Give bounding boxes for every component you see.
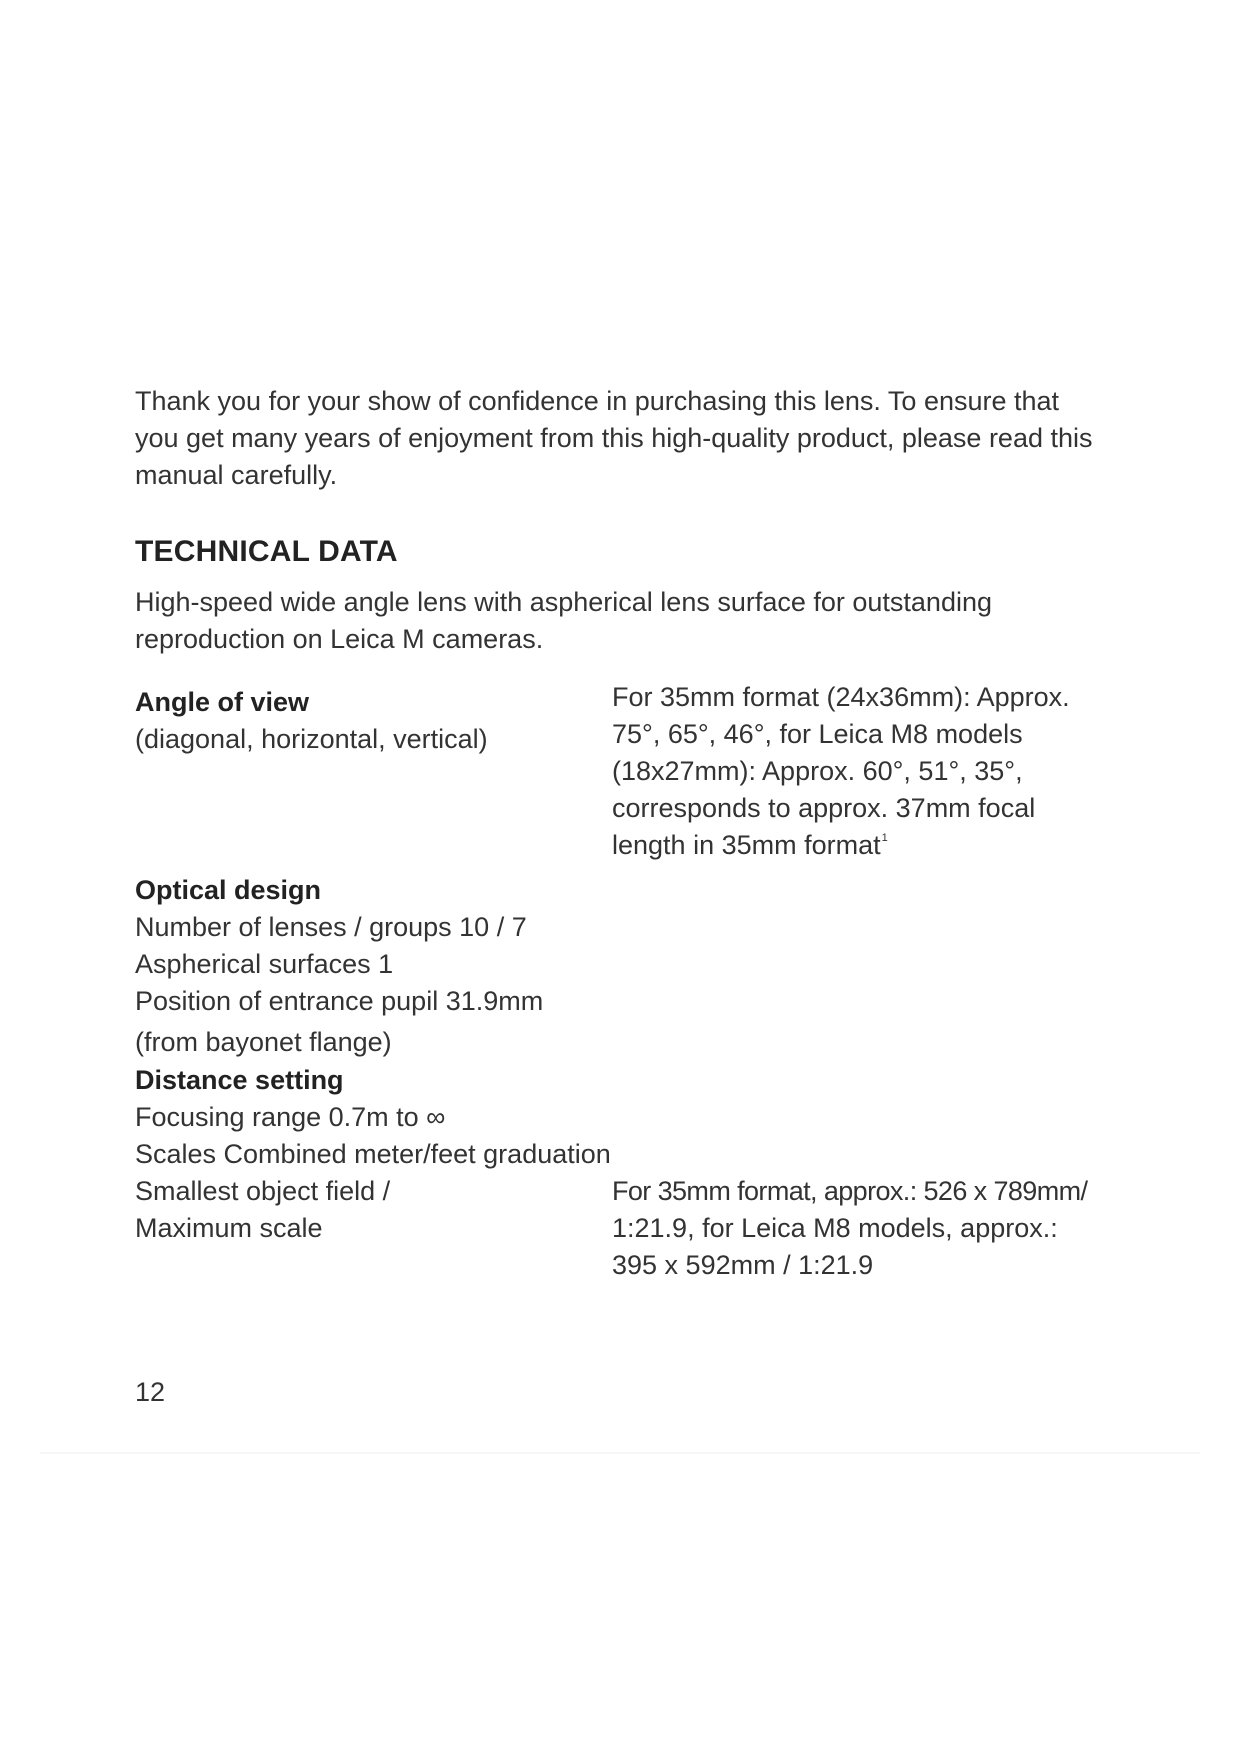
angle-of-view-value-line-last: [612, 827, 1070, 864]
angle-of-view-label-block: [135, 684, 488, 758]
technical-data-lead: [135, 584, 992, 658]
distance-setting-block: [135, 1062, 611, 1247]
intro-paragraph: [135, 383, 1125, 494]
section-heading: TECHNICAL DATA: [135, 535, 398, 568]
angle-of-view-value-line: corresponds to approx. 37mm focal: [612, 793, 1036, 823]
intro-line: manual carefully.: [135, 460, 338, 490]
page-edge-shadow: [40, 1452, 1200, 1454]
optical-design-label: Optical design: [135, 875, 322, 905]
distance-setting-label: Distance setting: [135, 1065, 344, 1095]
optical-design-block: [135, 872, 543, 1061]
distance-setting-line: Scales Combined meter/feet graduation: [135, 1139, 611, 1169]
distance-setting-line: Focusing range 0.7m to ∞: [135, 1102, 446, 1132]
footnote-mark: 1: [881, 832, 888, 844]
lead-line: reproduction on Leica M cameras.: [135, 624, 544, 654]
smallest-object-label-line: Maximum scale: [135, 1213, 323, 1243]
optical-design-line: (from bayonet flange): [135, 1027, 392, 1057]
optical-design-line: Aspherical surfaces 1: [135, 949, 394, 979]
angle-of-view-value-line: (18x27mm): Approx. 60°, 51°, 35°,: [612, 756, 1023, 786]
smallest-object-value-line: 395 x 592mm / 1:21.9: [612, 1250, 874, 1280]
angle-of-view-value-line: For 35mm format (24x36mm): Approx.: [612, 682, 1070, 712]
intro-line: you get many years of enjoyment from this high-quality product, please read this: [135, 423, 1093, 453]
angle-of-view-sublabel: (diagonal, horizontal, vertical): [135, 724, 488, 754]
page-number: 12: [135, 1377, 166, 1407]
intro-line: Thank you for your show of confidence in purchasing this lens. To ensure that: [135, 386, 1060, 416]
smallest-object-value-line: 1:21.9, for Leica M8 models, approx.:: [612, 1213, 1058, 1243]
smallest-object-value-line: For 35mm format, approx.: 526 x 789mm/: [612, 1176, 1088, 1206]
angle-of-view-value-block: [612, 679, 1070, 864]
angle-of-view-label: Angle of view: [135, 687, 310, 717]
angle-of-view-value-text: length in 35mm format: [612, 830, 881, 860]
optical-design-line: Position of entrance pupil 31.9mm: [135, 986, 544, 1016]
lead-line: High-speed wide angle lens with aspherical lens surface for outstanding: [135, 587, 992, 617]
smallest-object-label-line: Smallest object field /: [135, 1176, 391, 1206]
smallest-object-value-block: [612, 1173, 1087, 1284]
angle-of-view-value-line: 75°, 65°, 46°, for Leica M8 models: [612, 719, 1023, 749]
optical-design-line: Number of lenses / groups 10 / 7: [135, 912, 527, 942]
